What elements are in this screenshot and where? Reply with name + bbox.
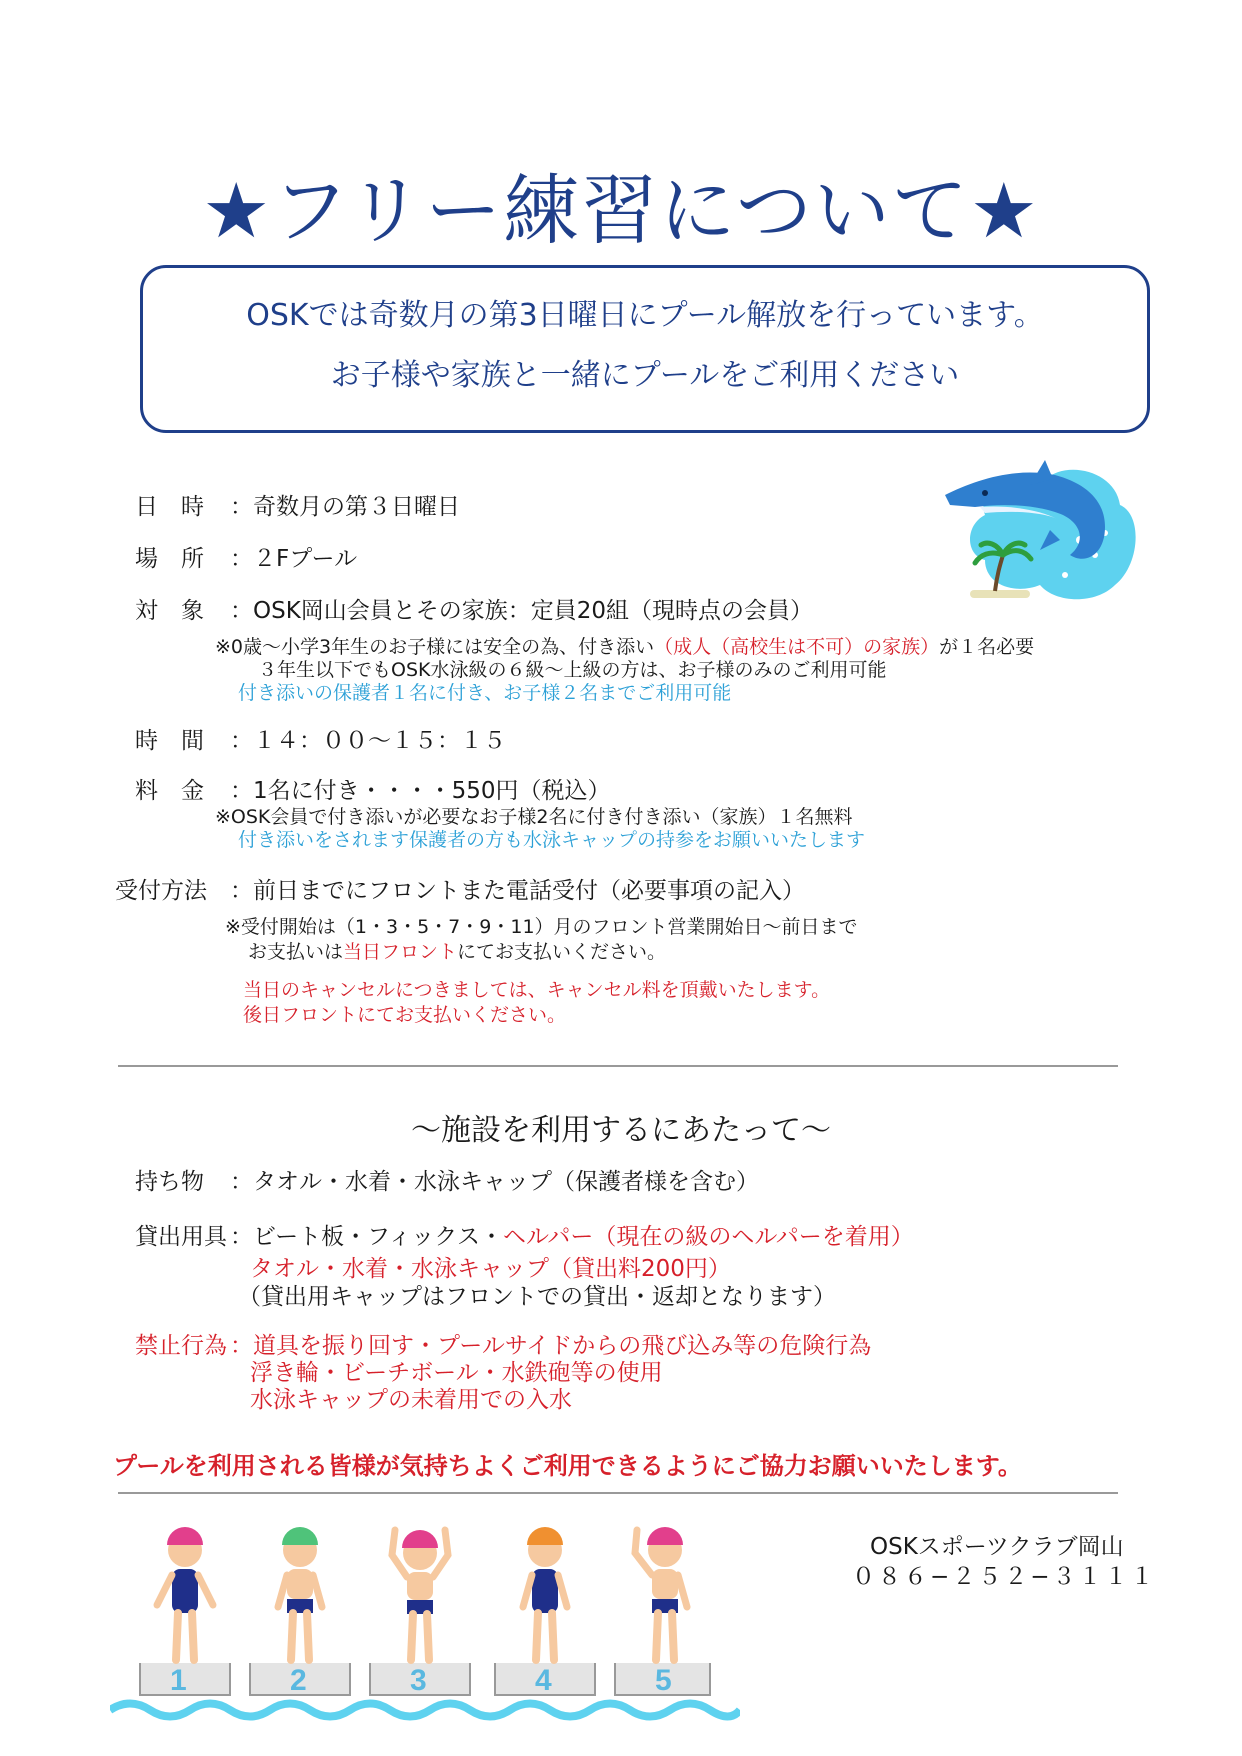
place-label: 場 所	[135, 546, 204, 572]
time-value: ：１４：００〜１５：１５	[230, 728, 506, 754]
fee-note-1: ※OSK会員で付き添いが必要なお子様2名に付き付き添い（家族）１名無料	[215, 806, 853, 828]
belongings-value: ：タオル・水着・水泳キャップ（保護者様を含む）	[230, 1169, 759, 1195]
lane-2: 2	[290, 1664, 307, 1697]
place-value: ：２Fプール	[230, 546, 358, 572]
divider-top	[118, 1065, 1118, 1067]
swimmers-illustration	[110, 1525, 740, 1725]
datetime-value: ：奇数月の第３日曜日	[230, 494, 460, 520]
target-note-3: 付き添いの保護者１名に付き、お子様２名までご利用可能	[238, 682, 732, 704]
target-note-2: ３年生以下でもOSK水泳級の６級〜上級の方は、お子様のみのご利用可能	[258, 659, 887, 681]
cancel-note-1: 当日のキャンセルにつきましては、キャンセル料を頂戴いたします。	[243, 979, 831, 1001]
prohibited-label: 禁止行為	[135, 1333, 227, 1359]
reception-note-2-red: 当日フロント	[343, 941, 458, 963]
reception-label: 受付方法	[115, 878, 207, 904]
facility-title: 〜施設を利用するにあたって〜	[411, 1113, 831, 1148]
target-note-1-end: が１名必要	[939, 636, 1035, 658]
intro-line-2: お子様や家族と一緒にプールをご利用ください	[330, 358, 960, 393]
lane-4: 4	[535, 1664, 552, 1697]
cooperation-request: プールを利用される皆様が気持ちよくご利用できるようにご協力お願いいたします。	[113, 1452, 1022, 1480]
water-waves	[110, 1704, 740, 1717]
prohibited-line-3: 水泳キャップの未着用での入水	[250, 1387, 572, 1413]
reception-note-2-end: にてお支払いください。	[457, 941, 667, 963]
rental-label: 貸出用具	[135, 1224, 227, 1250]
fee-label: 料 金	[135, 778, 204, 804]
target-note-1-text: ※0歳〜小学3年生のお子様には安全の為、付き添い	[215, 636, 655, 658]
belongings-label: 持ち物	[135, 1169, 204, 1195]
swimmer-figures	[157, 1527, 687, 1660]
lane-5: 5	[655, 1664, 672, 1697]
datetime-label: 日 時	[135, 494, 204, 520]
rental-line-2: タオル・水着・水泳キャップ（貸出料200円）	[250, 1256, 731, 1282]
time-label: 時 間	[135, 728, 204, 754]
club-name: OSKスポーツクラブ岡山	[870, 1534, 1124, 1560]
rental-value-text: ：ビート板・フィックス・	[230, 1224, 504, 1250]
prohibited-line-2: 浮き輪・ビーチボール・水鉄砲等の使用	[250, 1360, 663, 1386]
reception-note-1: ※受付開始は（1・3・5・7・9・11）月のフロント営業開始日〜前日まで	[225, 916, 858, 938]
rental-line-3: （貸出用キャップはフロントでの貸出・返却となります）	[238, 1284, 836, 1310]
page-title: ★フリー練習について★	[202, 166, 1040, 255]
reception-note-2-text: お支払いは	[248, 941, 344, 963]
divider-bottom	[118, 1492, 1118, 1494]
reception-note-2	[248, 937, 666, 964]
rental-value	[230, 1218, 914, 1251]
cancel-note-2: 後日フロントにてお支払いください。	[243, 1004, 567, 1026]
target-note-1-red: （成人（高校生は不可）の家族）	[654, 636, 940, 658]
target-value: ：OSK岡山会員とその家族：定員20組（現時点の会員）	[230, 598, 814, 624]
prohibited-line-1: ：道具を振り回す・プールサイドからの飛び込み等の危険行為	[230, 1333, 872, 1359]
fee-note-2: 付き添いをされます保護者の方も水泳キャップの持参をお願いいたします	[238, 829, 866, 851]
intro-line-1: OSKでは奇数月の第3日曜日にプール解放を行っています。	[246, 298, 1044, 333]
target-label: 対 象	[135, 598, 204, 624]
dolphin-illustration	[945, 455, 1145, 605]
club-phone: ０８６−２５２−３１１１	[852, 1564, 1157, 1590]
rental-value-red: ヘルパー（現在の級のヘルパーを着用）	[503, 1224, 914, 1250]
lane-3: 3	[410, 1664, 427, 1697]
fee-value: ：1名に付き・・・・550円（税込）	[230, 778, 611, 804]
reception-value: ：前日までにフロントまた電話受付（必要事項の記入）	[230, 878, 805, 904]
lane-1: 1	[170, 1664, 187, 1697]
